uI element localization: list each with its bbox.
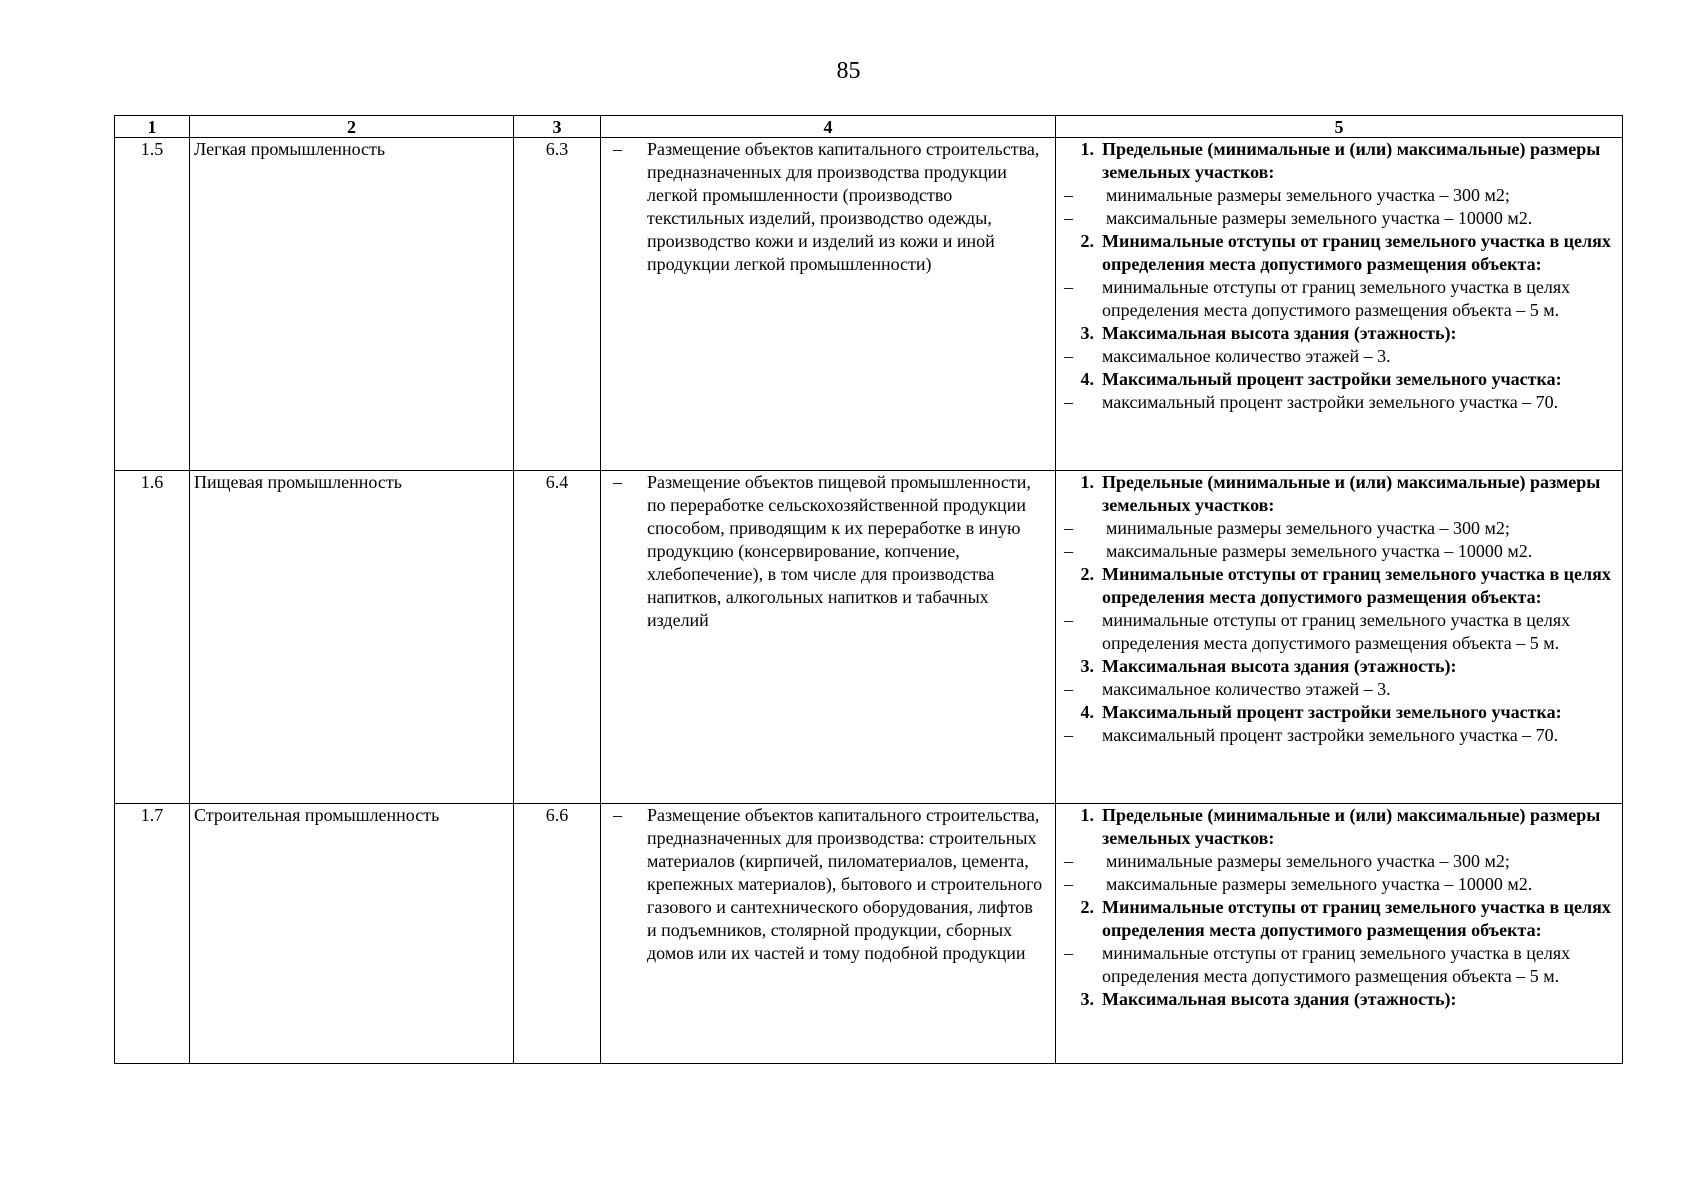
list-number: 4. bbox=[1080, 369, 1094, 389]
list-dash: – bbox=[1064, 874, 1073, 894]
use-name-cell: Строительная промышленность bbox=[190, 804, 514, 1064]
list-dash: – bbox=[1064, 185, 1073, 205]
parameter-item bbox=[1060, 184, 1618, 207]
parameter-text: Предельные (минимальные и (или) максимальные) размеры земельных участков: bbox=[1102, 139, 1601, 182]
list-dash: – bbox=[613, 472, 622, 492]
parameter-text: Максимальная высота здания (этажность): bbox=[1102, 656, 1457, 676]
list-dash: – bbox=[1064, 208, 1073, 228]
parameters-cell bbox=[1056, 138, 1623, 471]
list-dash: – bbox=[613, 805, 622, 825]
parameter-heading bbox=[1060, 471, 1618, 517]
parameter-text: минимальные отступы от границ земельного участка в целях определения места допустимого размещения объекта – 5 м. bbox=[1102, 610, 1571, 653]
use-code-cell: 6.4 bbox=[514, 471, 601, 804]
parameter-text: максимальное количество этажей – 3. bbox=[1102, 679, 1391, 699]
parameter-text: минимальные отступы от границ земельного участка в целях определения места допустимого размещения объекта – 5 м. bbox=[1102, 943, 1571, 986]
use-description-item bbox=[605, 804, 1051, 965]
list-dash: – bbox=[613, 139, 622, 159]
use-code-cell: 6.3 bbox=[514, 138, 601, 471]
use-name-cell: Пищевая промышленность bbox=[190, 471, 514, 804]
use-code-cell: 6.6 bbox=[514, 804, 601, 1064]
parameter-item bbox=[1060, 391, 1618, 414]
use-description-text: Размещение объектов капитального строительства, предназначенных для производства продукции легкой промышленности (производство текстильных изделий, производство одежды, производство кожи и изделий из кожи и иной продукции легкой промышленности) bbox=[647, 139, 1040, 274]
column-header: 1 bbox=[115, 116, 190, 138]
parameter-text: Максимальный процент застройки земельного участка: bbox=[1102, 369, 1562, 389]
parameter-text: минимальные размеры земельного участка – 300 м2; bbox=[1106, 851, 1510, 871]
parameter-heading bbox=[1060, 138, 1618, 184]
page-number: 85 bbox=[836, 58, 861, 84]
table-header-row bbox=[115, 116, 1623, 138]
parameter-item bbox=[1060, 276, 1618, 322]
list-number: 2. bbox=[1080, 231, 1094, 251]
column-header: 4 bbox=[601, 116, 1056, 138]
parameter-item bbox=[1060, 345, 1618, 368]
use-description-cell bbox=[601, 471, 1056, 804]
parameter-text: минимальные размеры земельного участка – 300 м2; bbox=[1106, 518, 1510, 538]
list-number: 1. bbox=[1080, 139, 1094, 159]
table-row bbox=[115, 138, 1623, 471]
list-number: 3. bbox=[1080, 656, 1094, 676]
parameter-text: максимальные размеры земельного участка – 10000 м2. bbox=[1106, 208, 1533, 228]
parameter-heading bbox=[1060, 804, 1618, 850]
parameter-heading bbox=[1060, 230, 1618, 276]
list-dash: – bbox=[1064, 725, 1073, 745]
zoning-regulations-table bbox=[114, 115, 1623, 1064]
list-dash: – bbox=[1064, 943, 1073, 963]
parameter-text: максимальные размеры земельного участка – 10000 м2. bbox=[1106, 541, 1533, 561]
list-dash: – bbox=[1064, 541, 1073, 561]
use-description-text: Размещение объектов пищевой промышленности, по переработке сельскохозяйственной продукции способом, приводящим к их переработке в иную продукцию (консервирование, копчение, хлебопечение), в том числе для производства напитков, алкогольных напитков и табачных изделий bbox=[647, 472, 1031, 630]
list-dash: – bbox=[1064, 392, 1073, 412]
parameter-text: Минимальные отступы от границ земельного участка в целях определения места допустимого размещения объекта: bbox=[1102, 231, 1611, 274]
table-row bbox=[115, 471, 1623, 804]
parameter-item bbox=[1060, 678, 1618, 701]
parameter-heading bbox=[1060, 563, 1618, 609]
list-dash: – bbox=[1064, 346, 1073, 366]
list-number: 3. bbox=[1080, 323, 1094, 343]
parameter-text: Предельные (минимальные и (или) максимальные) размеры земельных участков: bbox=[1102, 805, 1601, 848]
use-description-item bbox=[605, 471, 1051, 632]
parameter-heading bbox=[1060, 896, 1618, 942]
list-number: 2. bbox=[1080, 897, 1094, 917]
use-name-cell: Легкая промышленность bbox=[190, 138, 514, 471]
column-header: 3 bbox=[514, 116, 601, 138]
list-number: 2. bbox=[1080, 564, 1094, 584]
list-dash: – bbox=[1064, 851, 1073, 871]
parameter-text: минимальные размеры земельного участка – 300 м2; bbox=[1106, 185, 1510, 205]
parameter-item bbox=[1060, 207, 1618, 230]
parameter-text: максимальные размеры земельного участка – 10000 м2. bbox=[1106, 874, 1533, 894]
use-description-text: Размещение объектов капитального строительства, предназначенных для производства: строительных материалов (кирпичей, пиломатериалов, цемента, крепежных материалов), бытового и строительного газового и сантехнического оборудования, лифтов и подъемников, столярной продукции, сборных домов или их частей и тому подобной продукции bbox=[647, 805, 1043, 963]
parameter-text: Максимальная высота здания (этажность): bbox=[1102, 989, 1457, 1009]
parameter-item bbox=[1060, 850, 1618, 873]
parameter-heading bbox=[1060, 701, 1618, 724]
parameter-text: Максимальный процент застройки земельного участка: bbox=[1102, 702, 1562, 722]
parameter-heading bbox=[1060, 368, 1618, 391]
table-row bbox=[115, 804, 1623, 1064]
list-dash: – bbox=[1064, 610, 1073, 630]
parameter-text: максимальное количество этажей – 3. bbox=[1102, 346, 1391, 366]
parameter-item bbox=[1060, 724, 1618, 747]
parameter-text: Минимальные отступы от границ земельного участка в целях определения места допустимого размещения объекта: bbox=[1102, 897, 1611, 940]
list-dash: – bbox=[1064, 679, 1073, 699]
list-number: 1. bbox=[1080, 472, 1094, 492]
parameters-cell bbox=[1056, 804, 1623, 1064]
parameter-heading bbox=[1060, 655, 1618, 678]
list-number: 3. bbox=[1080, 989, 1094, 1009]
column-header: 2 bbox=[190, 116, 514, 138]
parameters-cell bbox=[1056, 471, 1623, 804]
parameter-heading bbox=[1060, 322, 1618, 345]
row-number-cell: 1.5 bbox=[115, 138, 190, 471]
use-description-cell bbox=[601, 138, 1056, 471]
parameter-text: минимальные отступы от границ земельного участка в целях определения места допустимого размещения объекта – 5 м. bbox=[1102, 277, 1571, 320]
use-description-item bbox=[605, 138, 1051, 276]
parameter-item bbox=[1060, 942, 1618, 988]
row-number-cell: 1.7 bbox=[115, 804, 190, 1064]
use-description-cell bbox=[601, 804, 1056, 1064]
parameter-item bbox=[1060, 873, 1618, 896]
column-header: 5 bbox=[1056, 116, 1623, 138]
parameter-heading bbox=[1060, 988, 1618, 1011]
row-number-cell: 1.6 bbox=[115, 471, 190, 804]
list-dash: – bbox=[1064, 518, 1073, 538]
parameter-text: максимальный процент застройки земельного участка – 70. bbox=[1102, 392, 1559, 412]
parameter-item bbox=[1060, 540, 1618, 563]
parameter-item bbox=[1060, 517, 1618, 540]
parameter-item bbox=[1060, 609, 1618, 655]
parameter-text: Предельные (минимальные и (или) максимальные) размеры земельных участков: bbox=[1102, 472, 1601, 515]
list-number: 4. bbox=[1080, 702, 1094, 722]
parameter-text: максимальный процент застройки земельного участка – 70. bbox=[1102, 725, 1559, 745]
parameter-text: Максимальная высота здания (этажность): bbox=[1102, 323, 1457, 343]
list-dash: – bbox=[1064, 277, 1073, 297]
parameter-text: Минимальные отступы от границ земельного участка в целях определения места допустимого размещения объекта: bbox=[1102, 564, 1611, 607]
list-number: 1. bbox=[1080, 805, 1094, 825]
